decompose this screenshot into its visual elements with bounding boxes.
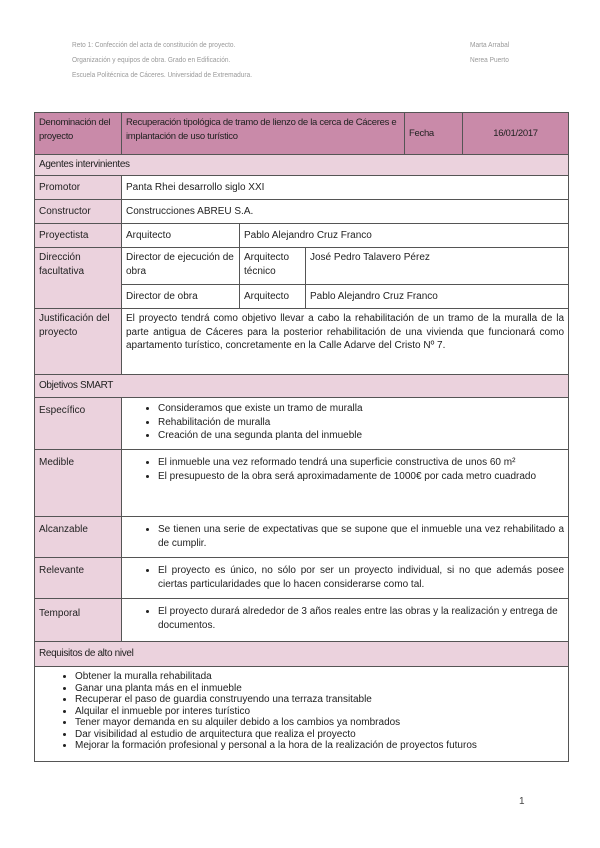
list-item: • El presupuesto de la obra será aproximadamente de 1000€ por cada metro cuadrado <box>158 470 564 484</box>
header-left <box>72 37 252 82</box>
promotor-label: Promotor <box>35 176 122 200</box>
justificacion-label: Justificación del proyecto <box>35 309 122 375</box>
alcanzable-list <box>126 523 564 550</box>
direccion-label: Dirección facultativa <box>35 248 122 309</box>
denominacion-value: Recuperación tipológica de tramo de lienzo de la cerca de Cáceres e implantación de uso turístico <box>122 113 405 155</box>
page-number: 1 <box>519 796 525 807</box>
medible-list <box>126 456 564 483</box>
list-item: • Consideramos que existe un tramo de muralla <box>158 402 564 416</box>
promotor-value: Panta Rhei desarrollo siglo XXI <box>122 176 569 200</box>
promotor-row <box>35 176 569 200</box>
constructor-label: Constructor <box>35 200 122 224</box>
medible-label: Medible <box>35 450 122 517</box>
project-charter-table <box>34 112 569 762</box>
requisitos-title: Requisitos de alto nivel <box>35 642 569 667</box>
header-line-course: Reto 1: Confección del acta de constitución de proyecto. <box>72 40 236 49</box>
temporal-label: Temporal <box>35 599 122 642</box>
denominacion-label: Denominación del proyecto <box>35 113 122 155</box>
medible-cell <box>122 450 569 517</box>
constructor-row <box>35 200 569 224</box>
agentes-section <box>35 155 569 176</box>
list-item: • El inmueble una vez reformado tendrá una superficie constructiva de unos 60 m² <box>158 456 564 470</box>
objetivos-section <box>35 375 569 398</box>
list-item: • El proyecto es único, no sólo por ser un proyecto individual, si no que además posee ciertas particularidades que lo hacen considerarse como tal. <box>158 564 564 591</box>
list-item: • Creación de una segunda planta del inmueble <box>158 429 564 443</box>
list-item: • Ganar una planta más en el inmueble <box>75 683 564 695</box>
direccion-ejecucion-row <box>35 248 569 285</box>
header-author-1: Marta Arrabal <box>470 40 510 49</box>
fecha-value: 16/01/2017 <box>463 113 569 155</box>
list-item: • Tener mayor demanda en su alquiler debido a los cambios ya nombrados <box>75 717 564 729</box>
proyectista-label: Proyectista <box>35 224 122 248</box>
list-item: • Alquilar el inmueble por interes turístico <box>75 706 564 718</box>
requisitos-row <box>35 667 569 762</box>
director-obra-name: Pablo Alejandro Cruz Franco <box>306 285 569 309</box>
director-ejecucion-role: Director de ejecución de obra <box>122 248 240 285</box>
requisitos-list <box>35 671 564 752</box>
relevante-cell <box>122 558 569 599</box>
proyectista-role: Arquitecto <box>122 224 240 248</box>
especifico-label: Específico <box>35 398 122 450</box>
temporal-cell <box>122 599 569 642</box>
temporal-list <box>126 605 564 632</box>
requisitos-section <box>35 642 569 667</box>
justificacion-text: El proyecto tendrá como objetivo llevar a cabo la rehabilitación de un tramo de la muralla de la parte antigua de Cáceres para la posterior rehabilitación de una vivienda que funcionará como apartamento turístico, concretamente en la Calle Adarve del Cristo Nº 7. <box>122 309 569 375</box>
relevante-list <box>126 564 564 591</box>
alcanzable-row <box>35 517 569 558</box>
constructor-value: Construcciones ABREU S.A. <box>122 200 569 224</box>
objetivos-title: Objetivos SMART <box>35 375 569 398</box>
relevante-row <box>35 558 569 599</box>
especifico-row <box>35 398 569 450</box>
list-item: • Rehabilitación de muralla <box>158 416 564 430</box>
fecha-label: Fecha <box>405 113 463 155</box>
denominacion-row <box>35 113 569 155</box>
list-item: • Obtener la muralla rehabilitada <box>75 671 564 683</box>
alcanzable-label: Alcanzable <box>35 517 122 558</box>
director-ejecucion-name: José Pedro Talavero Pérez <box>306 248 569 285</box>
alcanzable-cell <box>122 517 569 558</box>
proyectista-name: Pablo Alejandro Cruz Franco <box>240 224 569 248</box>
justificacion-row <box>35 309 569 375</box>
proyectista-row <box>35 224 569 248</box>
medible-row <box>35 450 569 517</box>
relevante-label: Relevante <box>35 558 122 599</box>
requisitos-cell <box>35 667 569 762</box>
list-item: • Mejorar la formación profesional y personal a la hora de la realización de proyectos futuros <box>75 740 564 752</box>
header-author-2: Nerea Puerto <box>470 55 509 64</box>
header-right <box>470 37 509 67</box>
director-obra-role: Director de obra <box>122 285 240 309</box>
especifico-cell <box>122 398 569 450</box>
list-item: • Se tienen una serie de expectativas que se supone que el inmueble una vez rehabilitado a de cumplir. <box>158 523 564 550</box>
list-item: • El proyecto durará alrededor de 3 años reales entre las obras y la realización y entrega de documentos. <box>158 605 564 632</box>
director-ejecucion-title: Arquitecto técnico <box>240 248 306 285</box>
list-item: • Recuperar el paso de guardia construyendo una terraza transitable <box>75 694 564 706</box>
temporal-row <box>35 599 569 642</box>
especifico-list <box>126 402 564 443</box>
header-line-subject: Organización y equipos de obra. Grado en Edificación. <box>72 55 231 64</box>
list-item: • Dar visibilidad al estudio de arquitectura que realiza el proyecto <box>75 729 564 741</box>
header-line-school: Escuela Politécnica de Cáceres. Universidad de Extremadura. <box>72 70 253 79</box>
director-obra-title: Arquitecto <box>240 285 306 309</box>
agentes-title: Agentes intervinientes <box>35 155 569 176</box>
